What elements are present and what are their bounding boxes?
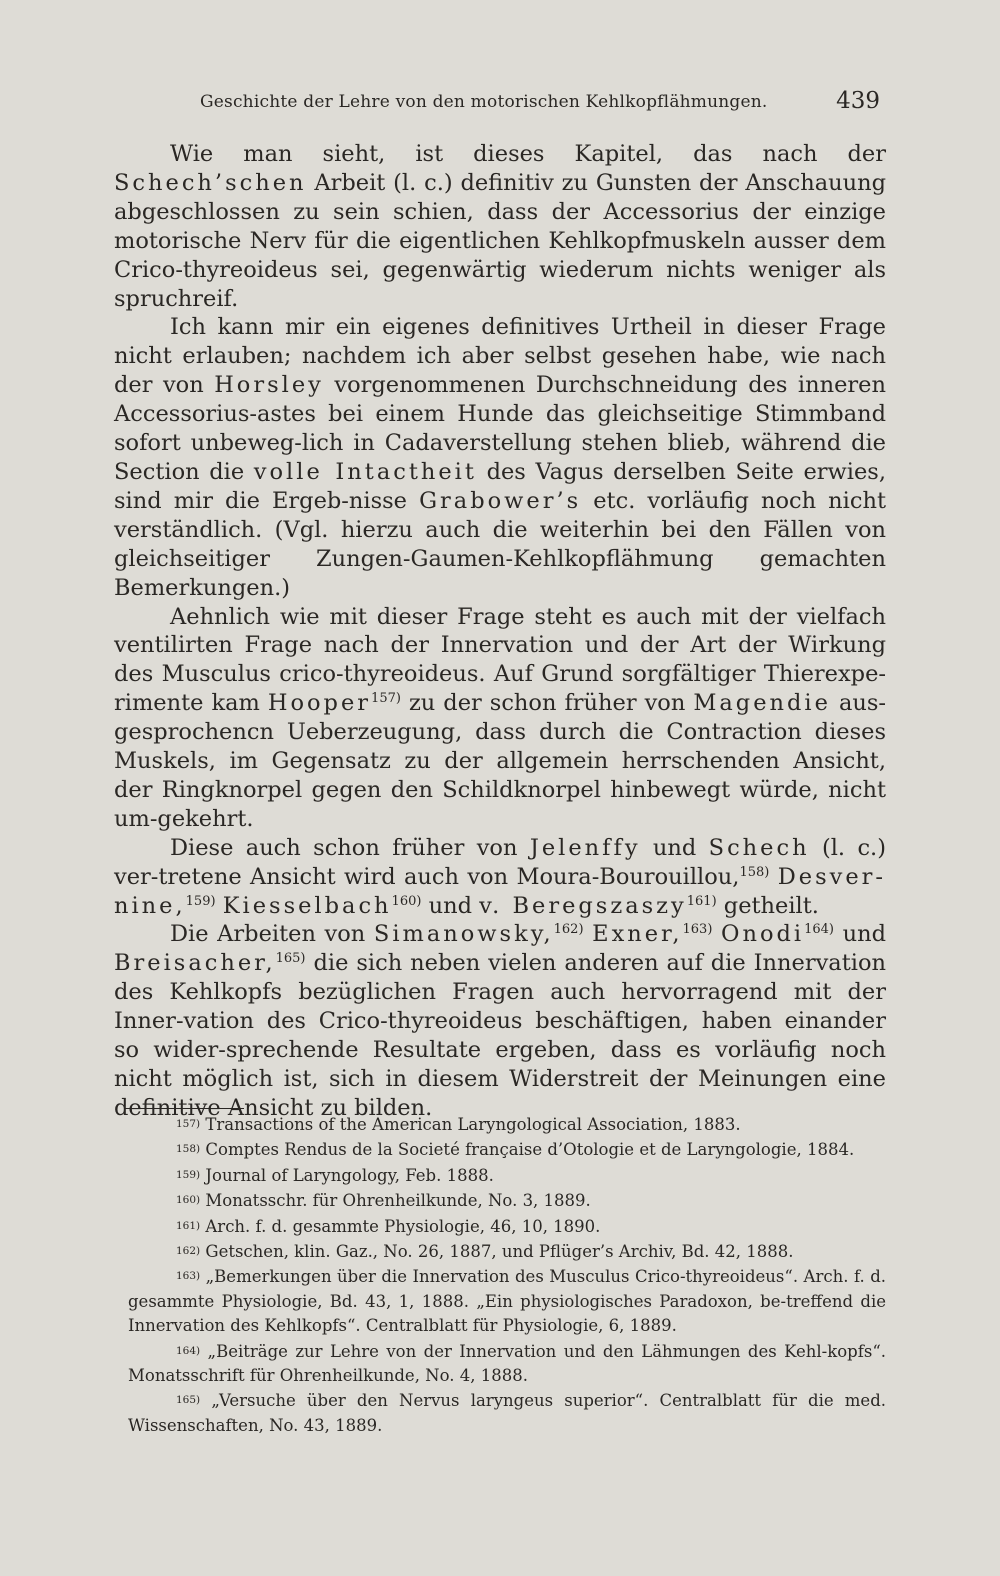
text-run: und <box>834 921 886 948</box>
footnote-number: 165) <box>176 1394 201 1407</box>
footnote-text: Journal of Laryngology, Feb. 1888. <box>205 1165 494 1185</box>
footnote-number: 159) <box>176 1168 201 1181</box>
page-header <box>200 88 880 118</box>
footnote-number: 164) <box>176 1344 201 1357</box>
text-run: und <box>421 892 480 919</box>
footnote <box>128 1188 886 1213</box>
text-run <box>712 921 721 947</box>
author-name: Schech’schen <box>114 169 307 196</box>
author-name: v. Beregszaszy <box>479 892 687 919</box>
footnote <box>128 1388 886 1438</box>
paragraph <box>114 313 886 602</box>
footnote-ref: 164) <box>804 922 834 938</box>
author-name: Desver-nine, <box>114 863 887 919</box>
footnote-number: 157) <box>176 1118 201 1130</box>
text-run: (l. c.) ver-tretene Ansicht wird auch von <box>114 834 886 890</box>
author-name: Hooper <box>267 690 372 717</box>
footnote <box>128 1339 886 1389</box>
author-name: Breisacher, <box>114 950 276 977</box>
footnote-ref: 165) <box>275 951 306 967</box>
footnote-ref: 160) <box>391 893 422 909</box>
text-run: Diese auch schon früher von <box>170 834 530 861</box>
footnote-ref: 158) <box>739 864 770 880</box>
footnote-text: Getschen, klin. Gaz., No. 26, 1887, und Pflüger’s Archiv, Bd. 42, 1888. <box>205 1242 794 1262</box>
footnote <box>128 1163 886 1188</box>
paragraph <box>114 834 886 921</box>
author-name: Moura-Bourouillou, <box>516 863 740 890</box>
text-run: Die Arbeiten von <box>170 921 374 948</box>
author-name: Magendie <box>693 690 831 717</box>
footnote-number: 160) <box>176 1194 201 1207</box>
text-run: vorgenommenen Durchschneidung des inneren Accessorius-astes bei einem Hunde das gleichseitige Stimmband sofort unbeweg-lich in Cadaverstellung stehen blieb, während die Section die <box>114 372 886 485</box>
text-run: Aehnlich wie mit dieser Frage steht es auch mit der vielfach ventilirten Frage nach der Innervation und der Art der Wirkung des Musculus crico-thyreoideus. Auf Grund sorgfältiger Thierexpe-rimente kam <box>114 603 886 717</box>
footnote-text: „Bemerkungen über die Innervation des Musculus Crico-thyreoideus“. Arch. f. d. gesammte Physiologie, Bd. 43, 1, 1888. „Ein physiologisches Paradoxon, be-treffend die Innervation des Kehlkopfs“. Centralblatt für Physiologie, 6, 1889. <box>128 1267 886 1336</box>
text-run <box>584 921 593 947</box>
footnote <box>128 1137 886 1162</box>
text-run: die sich neben vielen anderen auf die Innervation des Kehlkopfs bezüglichen Fragen auch hervorragend mit der Inner-vation des Crico-thyreoideus beschäftigen, haben einander so wider-sprechende Resultate ergeben, dass es vorläufig noch nicht möglich ist, sich in diesem Widerstreit der Meinungen eine definitive Ansicht zu bilden. <box>114 950 886 1121</box>
footnote-text: „Versuche über den Nervus laryngeus superior“. Centralblatt für die med. Wissenschaften, No. 43, 1889. <box>128 1391 886 1435</box>
author-name: Kiesselbach <box>222 892 392 919</box>
footnote-ref: 163) <box>682 922 713 938</box>
emphasis: volle Intactheit <box>253 458 477 485</box>
paragraph <box>114 920 886 1122</box>
text-run: Ich kann mir ein eigenes definitives Urtheil in dieser Frage nicht erlauben; nachdem ich aber selbst gesehen habe, wie nach der von <box>114 314 886 399</box>
footnote-ref: 157) <box>371 691 401 707</box>
page-number: 439 <box>836 88 880 114</box>
text-run: Wie man sieht, ist dieses Kapitel, das nach der <box>170 141 886 167</box>
text-run: etc. vorläufig noch nicht verständlich. (Vgl. hierzu auch die weiterhin bei den Fällen von gleichseitiger Zungen-Gaumen-Kehlkopflähmung gemachten Bemerkungen.) <box>114 487 886 601</box>
text-run: und <box>640 834 709 861</box>
footnote-divider <box>124 1108 244 1109</box>
footnote-text: Transactions of the American Laryngological Association, 1883. <box>205 1115 741 1134</box>
running-title: Geschichte der Lehre von den motorischen Kehlkopflähmungen. <box>200 92 768 112</box>
text-run: getheilt. <box>716 892 819 919</box>
author-name: Exner, <box>592 921 683 948</box>
footnote <box>128 1112 886 1137</box>
text-run: Arbeit (l. c.) definitiv zu Gunsten der Anschauung abgeschlossen zu sein schien, dass der Accessorius der einzige motorische Nerv für die eigentlichen Kehlkopfmuskeln ausser dem Crico-thyreoideus sei, gegenwärtig wiederum nichts weniger als spruchreif. <box>114 169 886 312</box>
author-name: Horsley <box>214 372 324 399</box>
footnote-text: „Beiträge zur Lehre von der Innervation und den Lähmungen des Kehl-kopfs“. Monatsschrift für Ohrenheilkunde, No. 4, 1888. <box>128 1341 886 1386</box>
author-name: Onodi <box>721 921 805 948</box>
footnote-number: 163) <box>176 1270 201 1283</box>
body-text <box>114 140 886 1123</box>
footnote-text: Monatsschr. für Ohrenheilkunde, No. 3, 1889. <box>205 1191 591 1211</box>
author-name: Schech <box>708 834 810 861</box>
footnote-number: 161) <box>176 1219 201 1232</box>
footnotes <box>128 1112 886 1438</box>
text-run: zu der schon früher von <box>400 690 694 717</box>
footnote <box>128 1214 886 1239</box>
footnote-ref: 159) <box>185 893 216 909</box>
author-name: Simanowsky, <box>373 921 554 948</box>
author-name: Jelenffy <box>529 834 641 861</box>
text-run: des Vagus derselben Seite erwies, sind mir die Ergeb-nisse <box>114 458 886 514</box>
footnote-number: 158) <box>176 1143 201 1156</box>
text-run: aus-gesprochencn Ueberzeugung, dass durch die Contraction dieses Muskels, im Gegensatz zu der allgemein herrschenden Ansicht, der Ringknorpel gegen den Schildknorpel hinbewegt würde, nicht um-gekehrt. <box>114 690 886 832</box>
footnote-ref: 161) <box>686 893 717 909</box>
paragraph <box>114 140 886 313</box>
paragraph <box>114 603 886 834</box>
footnote <box>128 1264 886 1338</box>
author-name: Grabower’s <box>419 487 582 514</box>
text-run <box>216 893 223 919</box>
footnote <box>128 1239 886 1264</box>
footnote-ref: 162) <box>553 922 584 938</box>
footnote-number: 162) <box>176 1245 201 1258</box>
footnote-text: Arch. f. d. gesammte Physiologie, 46, 10, 1890. <box>205 1216 601 1236</box>
text-run <box>769 864 777 890</box>
footnote-text: Comptes Rendus de la Societé française d’Otologie et de Laryngologie, 1884. <box>205 1140 855 1160</box>
